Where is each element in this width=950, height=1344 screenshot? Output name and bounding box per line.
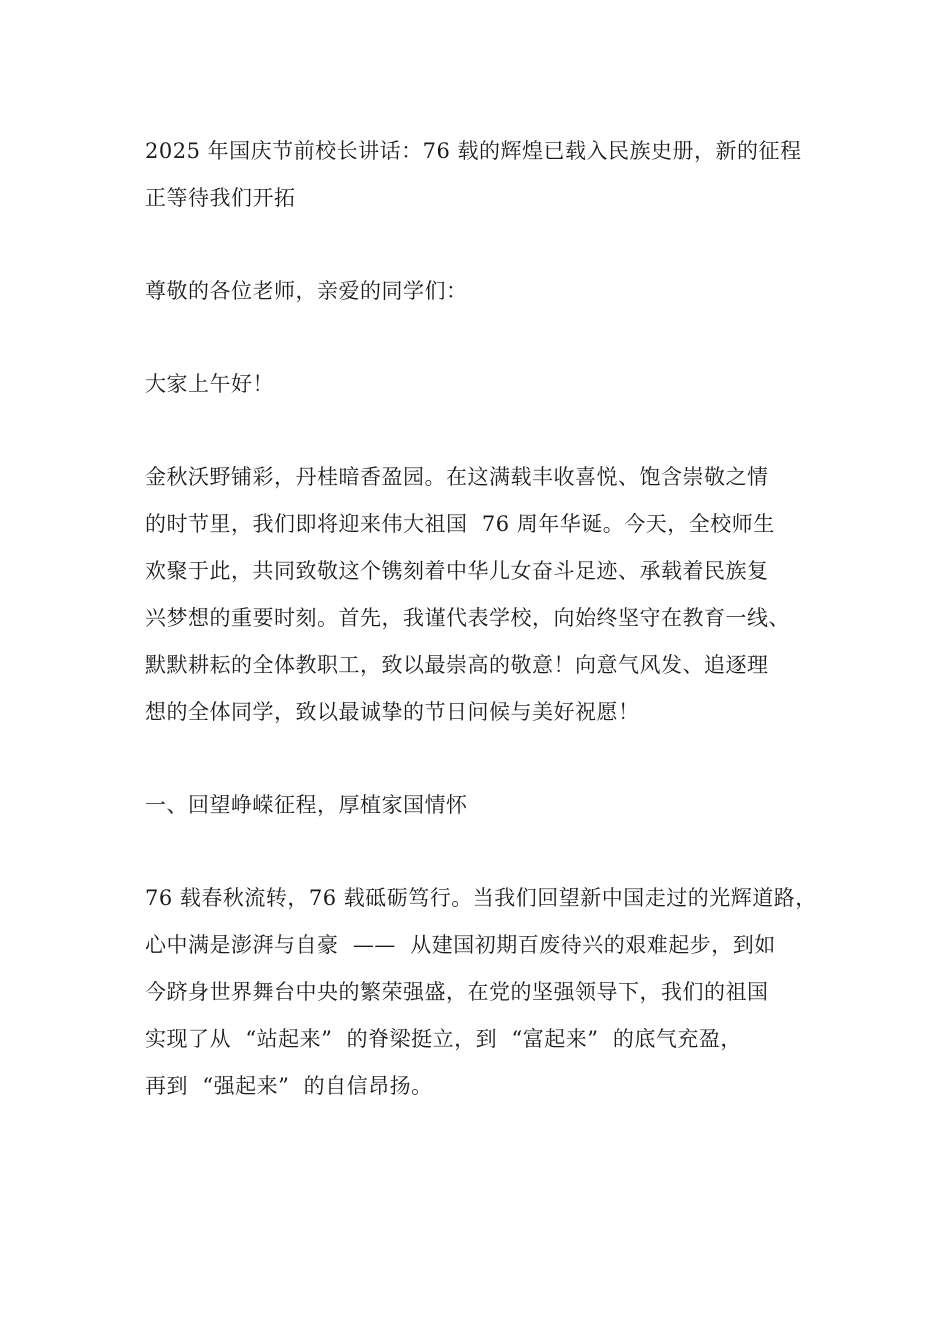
- paragraph-line: 金秋沃野铺彩，丹桂暗香盈园。在这满载丰收喜悦、饱含崇敬之情: [145, 465, 769, 489]
- paragraph-line: 今跻身世界舞台中央的繁荣强盛，在党的坚强领导下，我们的祖国: [145, 980, 769, 1004]
- opening-paragraph: [145, 454, 835, 736]
- document-body: [145, 128, 835, 1156]
- paragraph-line: 再到 “强起来” 的自信昂扬。: [145, 1074, 433, 1098]
- section-paragraph: [145, 875, 835, 1110]
- paragraph-line: 默默耕耘的全体教职工，致以最崇高的敬意！向意气风发、追逐理: [145, 653, 769, 677]
- paragraph-line: 欢聚于此，共同致敬这个镌刻着中华儿女奋斗足迹、承载着民族复: [145, 559, 769, 583]
- greeting-text: 大家上午好！: [145, 372, 274, 396]
- paragraph-line: 想的全体同学，致以最诚挚的节日问候与美好祝愿！: [145, 700, 640, 724]
- paragraph-line: 76 载春秋流转，76 载砥砺笃行。当我们回望新中国走过的光辉道路，: [145, 886, 817, 910]
- title-line: 2025 年国庆节前校长讲话：76 载的辉煌已载入民族史册，新的征程: [145, 139, 802, 163]
- document-title: [145, 128, 835, 222]
- paragraph-line: 心中满是澎湃与自豪 —— 从建国初期百废待兴的艰难起步，到如: [145, 933, 776, 957]
- salutation: [145, 268, 835, 315]
- paragraph-line: 的时节里，我们即将迎来伟大祖国 76 周年华诞。今天，全校师生: [145, 512, 775, 536]
- greeting: [145, 361, 835, 408]
- section-heading-text: 一、回望峥嵘征程，厚植家国情怀: [145, 793, 468, 817]
- salutation-text: 尊敬的各位老师，亲爱的同学们：: [145, 279, 468, 303]
- title-line: 正等待我们开拓: [145, 186, 296, 210]
- section-heading: [145, 782, 835, 829]
- paragraph-line: 实现了从 “站起来” 的脊梁挺立，到 “富起来” 的底气充盈，: [145, 1027, 742, 1051]
- paragraph-line: 兴梦想的重要时刻。首先，我谨代表学校，向始终坚守在教育一线、: [145, 606, 790, 630]
